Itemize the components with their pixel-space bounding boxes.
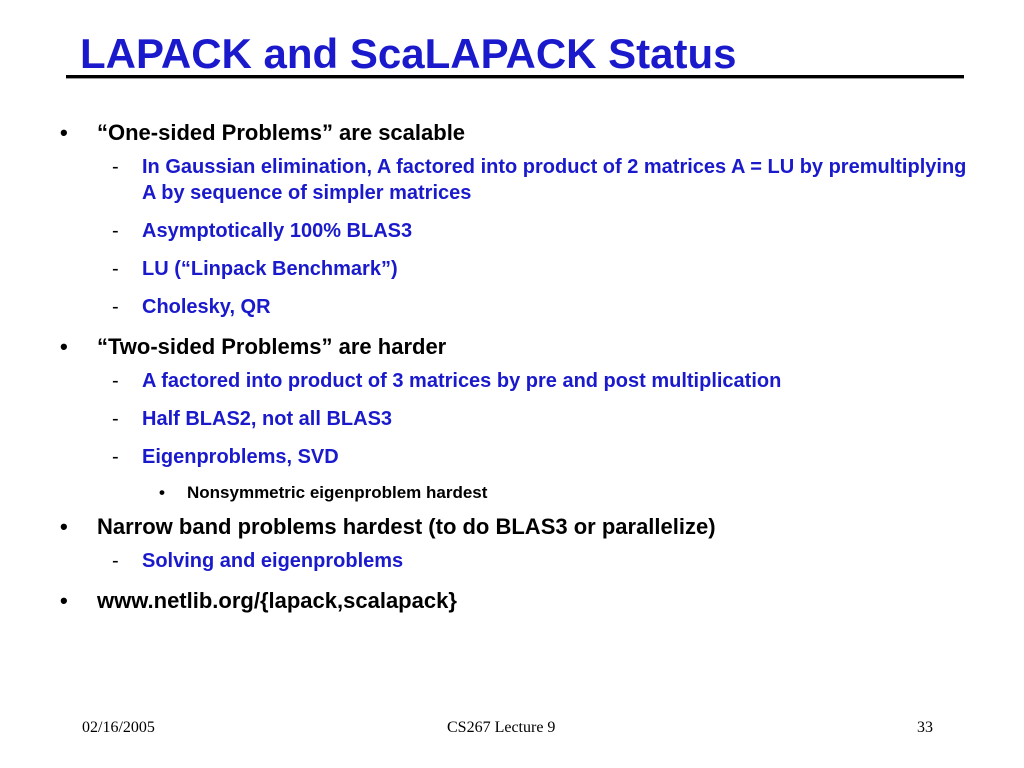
- small-bullet-marker: •: [159, 483, 165, 502]
- dash-marker: -: [112, 370, 119, 392]
- sub-bullet-item: [58, 444, 978, 470]
- bullet-item: [58, 332, 978, 362]
- dash-marker: -: [112, 220, 119, 242]
- bullet-marker: •: [60, 120, 68, 145]
- sub-bullet-text: Half BLAS2, not all BLAS3: [142, 408, 393, 430]
- sub-bullet-item: [58, 368, 978, 394]
- bullet-text: “Two-sided Problems” are harder: [97, 334, 447, 359]
- slide-body: [58, 118, 978, 622]
- sub-bullet-text: A factored into product of 3 matrices by pre and post multiplication: [142, 370, 782, 392]
- sub-bullet-text: Asymptotically 100% BLAS3: [142, 220, 413, 242]
- sub-sub-bullet-item: [58, 482, 978, 504]
- sub-bullet-item: [58, 154, 978, 206]
- sub-bullet-item: [58, 294, 978, 320]
- sub-bullet-item: [58, 406, 978, 432]
- footer-page-number: 33: [917, 719, 933, 736]
- dash-marker: -: [112, 258, 119, 280]
- bullet-item: [58, 118, 978, 148]
- sub-bullet-text: Solving and eigenproblems: [142, 550, 404, 572]
- bullet-item: [58, 586, 978, 616]
- bullet-marker: •: [60, 588, 68, 613]
- bullet-item: [58, 512, 978, 542]
- sub-sub-bullet-text: Nonsymmetric eigenproblem hardest: [187, 483, 488, 502]
- sub-bullet-text: Cholesky, QR: [142, 296, 271, 318]
- dash-marker: -: [112, 408, 119, 430]
- bullet-marker: •: [60, 514, 68, 539]
- bullet-text: www.netlib.org/{lapack,scalapack}: [97, 588, 457, 613]
- sub-bullet-text: Eigenproblems, SVD: [142, 446, 339, 468]
- title-underline: [66, 75, 964, 78]
- sub-bullet-item: [58, 548, 978, 574]
- bullet-marker: •: [60, 334, 68, 359]
- bullet-text: “One-sided Problems” are scalable: [97, 120, 466, 145]
- bullet-text: Narrow band problems hardest (to do BLAS3 or parallelize): [97, 514, 716, 539]
- dash-marker: -: [112, 550, 119, 572]
- dash-marker: -: [112, 446, 119, 468]
- dash-marker: -: [112, 296, 119, 318]
- footer-course: CS267 Lecture 9: [447, 719, 556, 736]
- sub-bullet-text: LU (“Linpack Benchmark”): [142, 258, 398, 280]
- footer-date: 02/16/2005: [82, 719, 155, 736]
- sub-bullet-text: In Gaussian elimination, A factored into product of 2 matrices A = LU by premultiplying A by sequence of simpler matrices: [142, 156, 967, 204]
- slide-title: LAPACK and ScaLAPACK Status: [80, 30, 737, 77]
- sub-bullet-item: [58, 256, 978, 282]
- dash-marker: -: [112, 156, 119, 178]
- sub-bullet-item: [58, 218, 978, 244]
